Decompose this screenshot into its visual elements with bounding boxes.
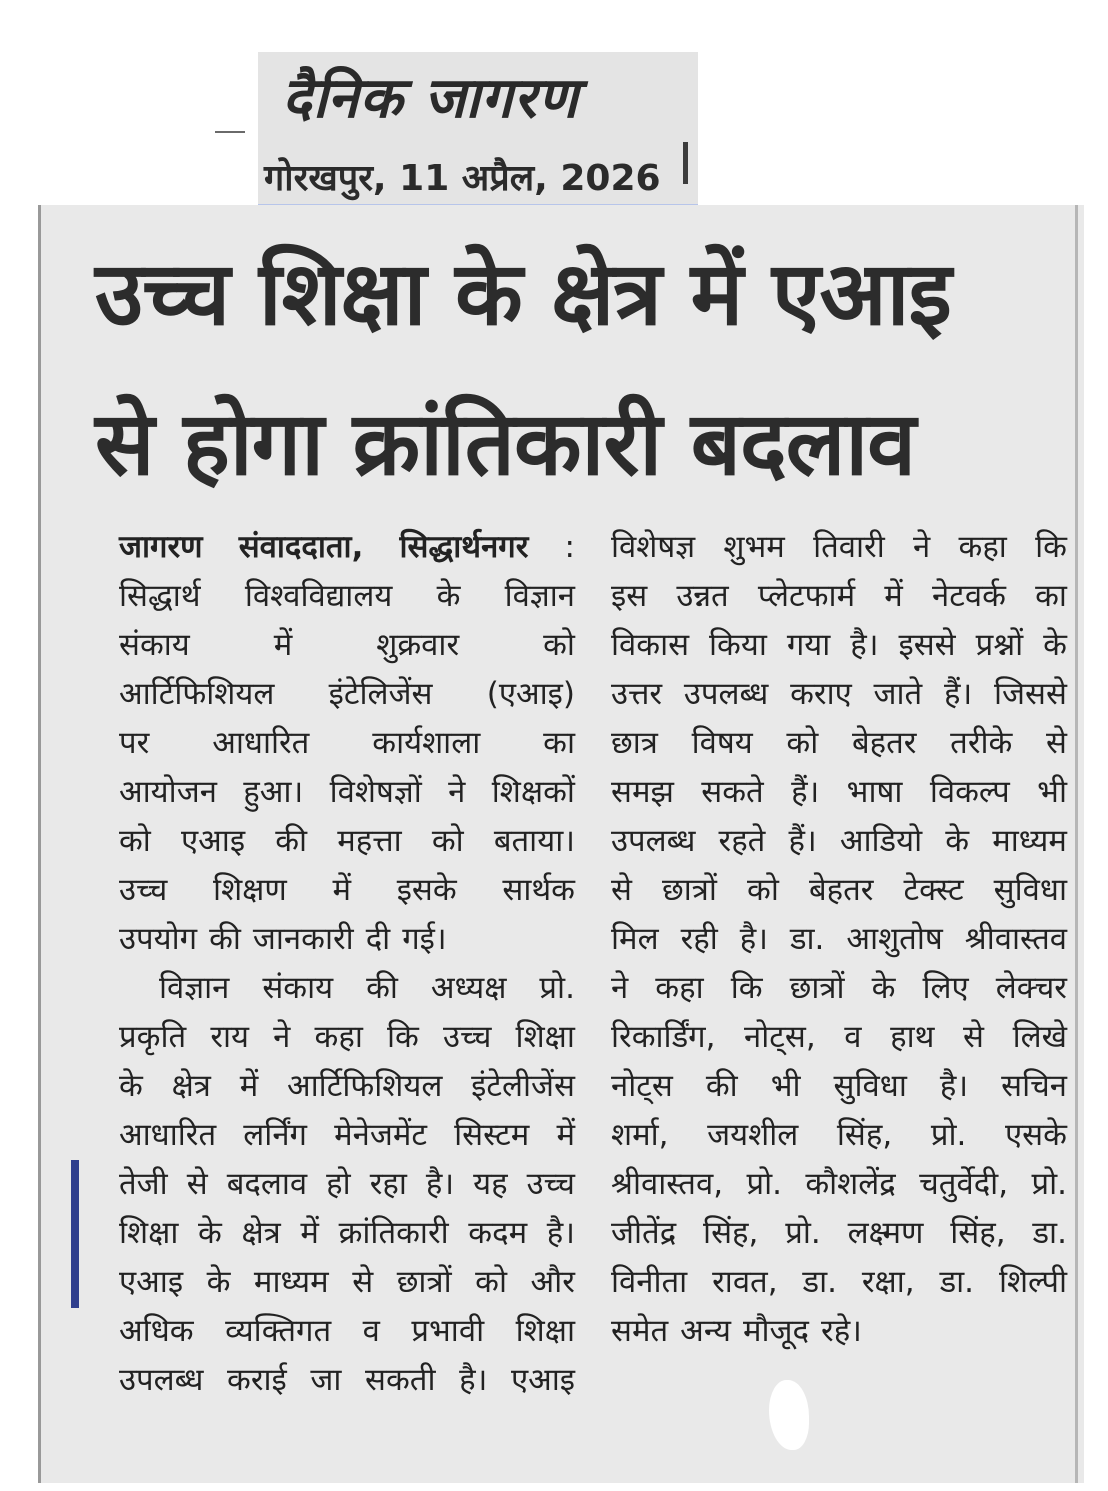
article-word: में [273, 627, 293, 663]
article-word: है। [850, 627, 879, 663]
article-line [611, 1160, 1067, 1209]
article-word: हैं। [944, 676, 973, 712]
article-word: तेजी [119, 1166, 168, 1202]
article-word: बताया। [493, 823, 575, 859]
article-word: हो [326, 1166, 351, 1202]
article-word: मिल [611, 921, 659, 957]
article-word: का [543, 725, 575, 761]
article-word: लर्निंग [243, 1117, 307, 1153]
article-word: को [431, 823, 464, 859]
article-word: गई। [402, 921, 447, 957]
article-word: सुविधा [833, 1068, 907, 1104]
article-word: सिंह, [703, 1215, 759, 1251]
newspaper-name: दैनिक जागरण [282, 66, 579, 131]
article-word: सिंह, [836, 1117, 893, 1153]
article-word: यह [473, 1166, 508, 1202]
article-word: है। [739, 921, 768, 957]
article-word: प्रकृति [119, 1019, 187, 1055]
article-word: इसके [396, 872, 457, 908]
article-word: आर्टिफिशियल [119, 676, 275, 712]
article-word: सुविधा [993, 872, 1067, 908]
article-word: शिक्षा [515, 1313, 575, 1349]
article-word: प्रो. [746, 1166, 782, 1202]
article-word: एआइ [181, 823, 246, 859]
article-word: आधारित [212, 725, 310, 761]
article-word: कराई [227, 1362, 287, 1398]
article-word: में [332, 872, 352, 908]
article-word: (एआइ) [486, 676, 575, 712]
article-word: तिवारी [813, 529, 885, 565]
article-word: आधारित [119, 1117, 217, 1153]
article-line [119, 719, 575, 768]
article-word: को [543, 627, 575, 663]
article-word: शुक्रवार [376, 627, 460, 663]
article-word: शिक्षा [515, 1019, 575, 1055]
article-line [611, 621, 1067, 670]
article-word: छात्रों [662, 872, 717, 908]
article-word: जिससे [994, 676, 1067, 712]
article-word: आर्टिफिशियल [287, 1068, 443, 1104]
article-word: ने [273, 1019, 291, 1055]
article-line [119, 1356, 575, 1405]
article-word: भी [1037, 774, 1067, 810]
article-word: के [871, 970, 896, 1006]
article-word: कि [387, 1019, 419, 1055]
article-word: है। [546, 1215, 575, 1251]
article-word: के [945, 823, 970, 859]
article-word: हुआ। [243, 774, 304, 810]
article-line [611, 1209, 1067, 1258]
article-word: डा. [1032, 1215, 1067, 1251]
article-word: प्रो. [539, 970, 575, 1006]
article-word: सिस्टम [454, 1117, 530, 1153]
article-word: भी [770, 1068, 801, 1104]
article-word: प्रभावी [411, 1313, 485, 1349]
article-word: क्रांतिकारी [338, 1215, 449, 1251]
article-word: से [963, 1019, 984, 1055]
article-word: है। [425, 1166, 455, 1202]
article-line [119, 670, 575, 719]
article-word: की [366, 970, 398, 1006]
article-word: : [564, 529, 575, 565]
paper-worn-spot [769, 1380, 809, 1450]
article-word: रहा [369, 1166, 407, 1202]
article-word: डा. [802, 1264, 837, 1300]
article-word: भाषा [846, 774, 903, 810]
article-line [119, 572, 575, 621]
masthead [258, 52, 698, 212]
article-word: सकते [701, 774, 764, 810]
article-word: में [300, 1215, 319, 1251]
article-word: हैं। [788, 823, 817, 859]
article-word: एसके [1005, 1117, 1067, 1153]
article-word: रहे। [821, 1313, 862, 1349]
article-word: टेक्स्ट [903, 872, 964, 908]
article-word: और [530, 1264, 575, 1300]
clipping-edge-mark [683, 142, 688, 184]
article-word: कहा [314, 1019, 363, 1055]
article-word: श्रीवास्तव, [611, 1166, 724, 1202]
article-line [611, 670, 1067, 719]
article-word: आशुतोष [846, 921, 943, 957]
article-word: विशेषज्ञों [329, 774, 422, 810]
article-line [119, 915, 575, 964]
article-word: कहा [655, 970, 704, 1006]
news-clipping [38, 205, 1084, 1483]
article-word: है। [459, 1362, 488, 1398]
article-line [611, 572, 1067, 621]
article-line [611, 1307, 1067, 1356]
article-word: सिद्धार्थ [119, 578, 201, 614]
article-line [611, 768, 1067, 817]
article-word: क्षेत्र [241, 1215, 281, 1251]
article-line [119, 866, 575, 915]
article-word: सिंह, [950, 1215, 1006, 1251]
article-word: कदम [468, 1215, 528, 1251]
article-line [119, 621, 575, 670]
article-word: श्रीवास्तव [964, 921, 1067, 957]
article-word: शिक्षकों [491, 774, 575, 810]
article-word: शर्मा, [611, 1117, 669, 1153]
article-word: रिकार्डिंग, [611, 1019, 716, 1055]
article-line [119, 817, 575, 866]
article-word: जानकारी [252, 921, 354, 957]
article-word: को [119, 823, 151, 859]
article-line [611, 817, 1067, 866]
article-word: अन्य [680, 1313, 731, 1349]
article-word: लिखे [1012, 1019, 1067, 1055]
article-line [119, 1258, 575, 1307]
article-word: की [275, 823, 308, 859]
article-word: में [239, 1068, 259, 1104]
article-line [119, 523, 575, 572]
article-word: से [611, 872, 632, 908]
article-word: राय [210, 1019, 250, 1055]
article-word: को [475, 1264, 507, 1300]
article-word: व [362, 1313, 380, 1349]
article-word: मौजूद [742, 1313, 810, 1349]
article-word: माध्यम [253, 1264, 329, 1300]
article-line [611, 915, 1067, 964]
article-word: शिल्पी [998, 1264, 1067, 1300]
article-word: कराए [790, 676, 852, 712]
article-column-right [611, 523, 1067, 1356]
article-word: विकास [611, 627, 690, 663]
article-word: पर [119, 725, 150, 761]
article-word: लक्ष्मण [847, 1215, 924, 1251]
article-word: रही [680, 921, 718, 957]
article-word: जयशील [707, 1117, 799, 1153]
edition-dateline: गोरखपुर, 11 अप्रैल, 2026 [264, 158, 661, 199]
article-word: सिद्धार्थनगर [399, 529, 529, 565]
article-word: उच्च [443, 1019, 492, 1055]
article-word: समझ [611, 774, 674, 810]
article-word: प्रो. [1031, 1166, 1067, 1202]
article-word: लेक्चर [995, 970, 1067, 1006]
article-word: उच्च [526, 1166, 575, 1202]
article-line [119, 768, 575, 817]
article-word: से [352, 1264, 374, 1300]
article-word: शिक्षण [213, 872, 287, 908]
article-word: प्रो. [785, 1215, 821, 1251]
article-word: शिक्षा [119, 1215, 179, 1251]
article-word: हैं। [791, 774, 820, 810]
article-word: इस [611, 578, 648, 614]
article-word: उपलब्ध [683, 676, 769, 712]
article-word: हाथ [890, 1019, 935, 1055]
article-word: इंटेलीजेंस [471, 1068, 575, 1104]
article-word: प्रश्नों [975, 627, 1024, 663]
article-word: है। [939, 1068, 969, 1104]
article-word: इंटेलिजेंस [328, 676, 433, 712]
article-word: की [209, 921, 241, 957]
article-word: रावत, [712, 1264, 778, 1300]
article-word: के [436, 578, 461, 614]
article-word: विनीता [611, 1264, 688, 1300]
article-line [611, 719, 1067, 768]
article-word: जाते [873, 676, 923, 712]
article-word: कहा [958, 529, 1007, 565]
article-line [119, 1209, 575, 1258]
article-word: रहते [718, 823, 766, 859]
article-line [611, 1258, 1067, 1307]
article-word: व्यक्तिगत [225, 1313, 332, 1349]
article-word: विज्ञान [504, 578, 575, 614]
article-word: कि [1035, 529, 1067, 565]
article-word: में [556, 1117, 575, 1153]
article-line [611, 1013, 1067, 1062]
article-word: मेनेजमेंट [334, 1117, 428, 1153]
article-word: बदलाव [226, 1166, 308, 1202]
article-line [611, 1062, 1067, 1111]
article-word: नोट्स, [744, 1019, 816, 1055]
article-word: लिए [922, 970, 969, 1006]
article-word: के [1043, 627, 1067, 663]
article-word: संकाय [119, 627, 190, 663]
article-word: कार्यशाला [372, 725, 481, 761]
article-line [611, 1111, 1067, 1160]
article-word: तरीके [950, 725, 1013, 761]
article-line [119, 1111, 575, 1160]
article-word: उपलब्ध [611, 823, 696, 859]
article-word: उन्नत [676, 578, 729, 614]
article-line [611, 866, 1067, 915]
article-word: संकाय [262, 970, 334, 1006]
article-word: कि [730, 970, 763, 1006]
article-word: विशेषज्ञ [611, 529, 696, 565]
article-word: व [844, 1019, 862, 1055]
article-word: इससे [898, 627, 956, 663]
article-word: ने [913, 529, 931, 565]
article-word: ने [448, 774, 466, 810]
article-word: माध्यम [992, 823, 1067, 859]
article-word: नोट्स [611, 1068, 673, 1104]
article-line [119, 1013, 575, 1062]
article-word: उपयोग [119, 921, 198, 957]
article-line [611, 523, 1067, 572]
article-word: संवाददाता, [238, 529, 364, 565]
article-word: आडियो [839, 823, 923, 859]
article-word: रक्षा, [861, 1264, 915, 1300]
blue-margin-mark [71, 1160, 79, 1308]
article-word: छात्रों [396, 1264, 452, 1300]
article-word: उच्च [119, 872, 168, 908]
article-word: चतुर्वेदी, [919, 1166, 1009, 1202]
article-word: को [786, 725, 819, 761]
article-word: अध्यक्ष [430, 970, 507, 1006]
article-word: के [206, 1264, 231, 1300]
article-word: का [1035, 578, 1067, 614]
headline-line-1: उच्च शिक्षा के क्षेत्र में एआइ [95, 242, 951, 345]
article-line [119, 1062, 575, 1111]
article-word: जीतेंद्र [611, 1215, 677, 1251]
article-word: नेटवर्क [932, 578, 1006, 614]
article-word: उत्तर [611, 676, 663, 712]
article-word: बेहतर [808, 872, 874, 908]
article-word: विश्वविद्यालय [244, 578, 393, 614]
article-word: अधिक [119, 1313, 194, 1349]
headline-line-2: से होगा क्रांतिकारी बदलाव [95, 392, 916, 495]
article-word: आयोजन [119, 774, 217, 810]
article-word: दी [365, 921, 391, 957]
margin-dash [215, 131, 245, 133]
article-word: ने [611, 970, 629, 1006]
article-word: जागरण [119, 529, 203, 565]
article-line [119, 964, 575, 1013]
article-word: विषय [691, 725, 753, 761]
article-word: को [747, 872, 779, 908]
headline [95, 219, 1085, 519]
article-word: शुभम [723, 529, 785, 565]
article-word: से [186, 1166, 208, 1202]
article-word: के [119, 1068, 143, 1104]
article-word: छात्रों [789, 970, 845, 1006]
article-word: बेहतर [851, 725, 917, 761]
article-word: क्षेत्र [171, 1068, 211, 1104]
article-word: डा. [939, 1264, 975, 1300]
article-column-left [119, 523, 575, 1405]
article-word: से [1046, 725, 1067, 761]
article-word: कौशलेंद्र [805, 1166, 896, 1202]
article-word: प्लेटफार्म [757, 578, 856, 614]
article-word: समेत [611, 1313, 669, 1349]
article-word: डा. [789, 921, 825, 957]
article-word: की [705, 1068, 738, 1104]
article-word: महत्ता [337, 823, 402, 859]
article-word: विज्ञान [159, 970, 230, 1006]
article-word: उपलब्ध [119, 1362, 204, 1398]
article-line [119, 1160, 575, 1209]
article-line [611, 964, 1067, 1013]
article-word: के [198, 1215, 222, 1251]
article-word: एआइ [510, 1362, 575, 1398]
article-word: छात्र [611, 725, 658, 761]
article-word: गया [786, 627, 831, 663]
article-word: सकती [365, 1362, 436, 1398]
article-word: विकल्प [929, 774, 1010, 810]
article-word: किया [709, 627, 767, 663]
article-word: में [884, 578, 903, 614]
article-word: सचिन [1001, 1068, 1067, 1104]
article-line [119, 1307, 575, 1356]
article-word: प्रो. [930, 1117, 967, 1153]
article-word: जा [310, 1362, 342, 1398]
article-word: एआइ [119, 1264, 184, 1300]
article-word: सार्थक [502, 872, 575, 908]
